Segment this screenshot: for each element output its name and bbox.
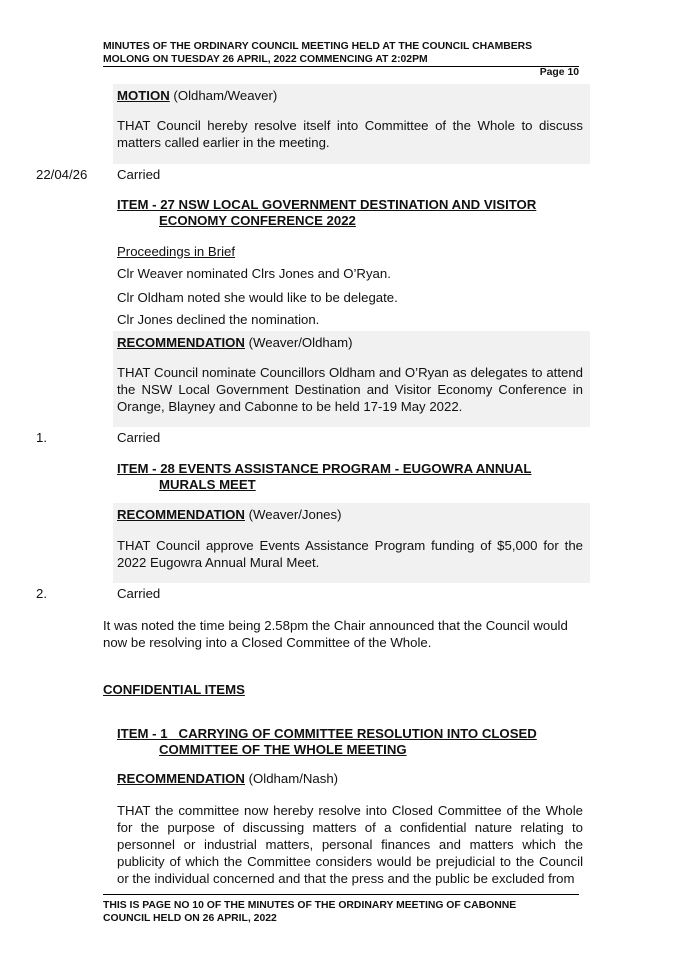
item-27-title	[117, 197, 587, 229]
confidential-item-1-title	[117, 726, 587, 758]
confidential-recommendation-movers: (Oldham/Nash)	[248, 771, 339, 786]
item-28-recommendation-heading	[117, 506, 341, 523]
proceedings-heading: Proceedings in Brief	[117, 244, 236, 259]
confidential-recommendation-heading	[117, 770, 338, 787]
item-27-recommendation-text: THAT Council nominate Councillors Oldham and O’Ryan as delegates to attend the NSW Local Government Destination and Visitor Economy Conference in Orange, Blayney and Cabonne to be held 17-19 May 2022.	[117, 365, 583, 414]
motion-label: MOTION	[117, 88, 170, 103]
confidential-recommendation-label: RECOMMENDATION	[117, 771, 245, 786]
item-27-recommendation-label: RECOMMENDATION	[117, 335, 245, 350]
motion-text: THAT Council hereby resolve itself into Committee of the Whole to discuss matters called earlier in the meeting.	[117, 118, 583, 150]
proceedings-line-2: Clr Oldham noted she would like to be delegate.	[117, 290, 398, 305]
motion-heading	[117, 87, 277, 104]
item-28-status: Carried	[117, 586, 161, 601]
footer-line-1: THIS IS PAGE NO 10 OF THE MINUTES OF THE ORDINARY MEETING OF CABONNE	[103, 900, 517, 911]
proceedings-line-3: Clr Jones declined the nomination.	[117, 312, 320, 327]
confidential-item-1-title-line-1: ITEM - 1 CARRYING OF COMMITTEE RESOLUTION INTO CLOSED	[117, 726, 537, 741]
header-rule	[103, 66, 579, 67]
item-28-recommendation-label: RECOMMENDATION	[117, 507, 245, 522]
item-27-recommendation-heading	[117, 334, 352, 351]
footer-line-2: COUNCIL HELD ON 26 APRIL, 2022	[103, 913, 277, 924]
item-27-recommendation-movers: (Weaver/Oldham)	[248, 335, 353, 350]
motion-movers: (Oldham/Weaver)	[173, 88, 278, 103]
item-27-status: Carried	[117, 430, 161, 445]
item-28-resolution-number: 2.	[36, 586, 47, 601]
closed-committee-note: It was noted the time being 2.58pm the Chair announced that the Council would now be resolving into a Closed Committee of the Whole.	[103, 618, 568, 650]
page-footer	[103, 899, 579, 925]
page-number: Page 10	[539, 67, 579, 78]
page-header	[103, 40, 579, 66]
header-line-1: MINUTES OF THE ORDINARY COUNCIL MEETING HELD AT THE COUNCIL CHAMBERS	[103, 41, 533, 52]
header-line-2: MOLONG ON TUESDAY 26 APRIL, 2022 COMMENCING AT 2:02PM	[103, 54, 428, 65]
item-27-title-line-2: ECONOMY CONFERENCE 2022	[159, 213, 356, 228]
item-28-title-line-1: ITEM - 28 EVENTS ASSISTANCE PROGRAM - EUGOWRA ANNUAL	[117, 461, 532, 476]
motion-resolution-number: 22/04/26	[36, 167, 88, 182]
confidential-item-1-title-line-2: COMMITTEE OF THE WHOLE MEETING	[159, 742, 407, 757]
confidential-recommendation-text: THAT the committee now hereby resolve into Closed Committee of the Whole for the purpose of discussing matters of a confidential nature relating to personnel or industrial matters, personal finances and matters which the publicity of which the Committee considers would be prejudicial to the Council or the individual concerned and that the press and the public be excluded from	[117, 803, 583, 886]
proceedings-line-1: Clr Weaver nominated Clrs Jones and O’Ryan.	[117, 266, 391, 281]
item-28-recommendation-movers: (Weaver/Jones)	[248, 507, 342, 522]
motion-status: Carried	[117, 167, 161, 182]
footer-rule	[103, 894, 579, 895]
item-27-title-line-1: ITEM - 27 NSW LOCAL GOVERNMENT DESTINATION AND VISITOR	[117, 197, 537, 212]
item-28-recommendation-text: THAT Council approve Events Assistance Program funding of $5,000 for the 2022 Eugowra Annual Mural Meet.	[117, 538, 583, 570]
confidential-items-heading: CONFIDENTIAL ITEMS	[103, 682, 245, 697]
item-27-resolution-number: 1.	[36, 430, 47, 445]
item-28-title-line-2: MURALS MEET	[159, 477, 256, 492]
item-28-title	[117, 461, 587, 493]
